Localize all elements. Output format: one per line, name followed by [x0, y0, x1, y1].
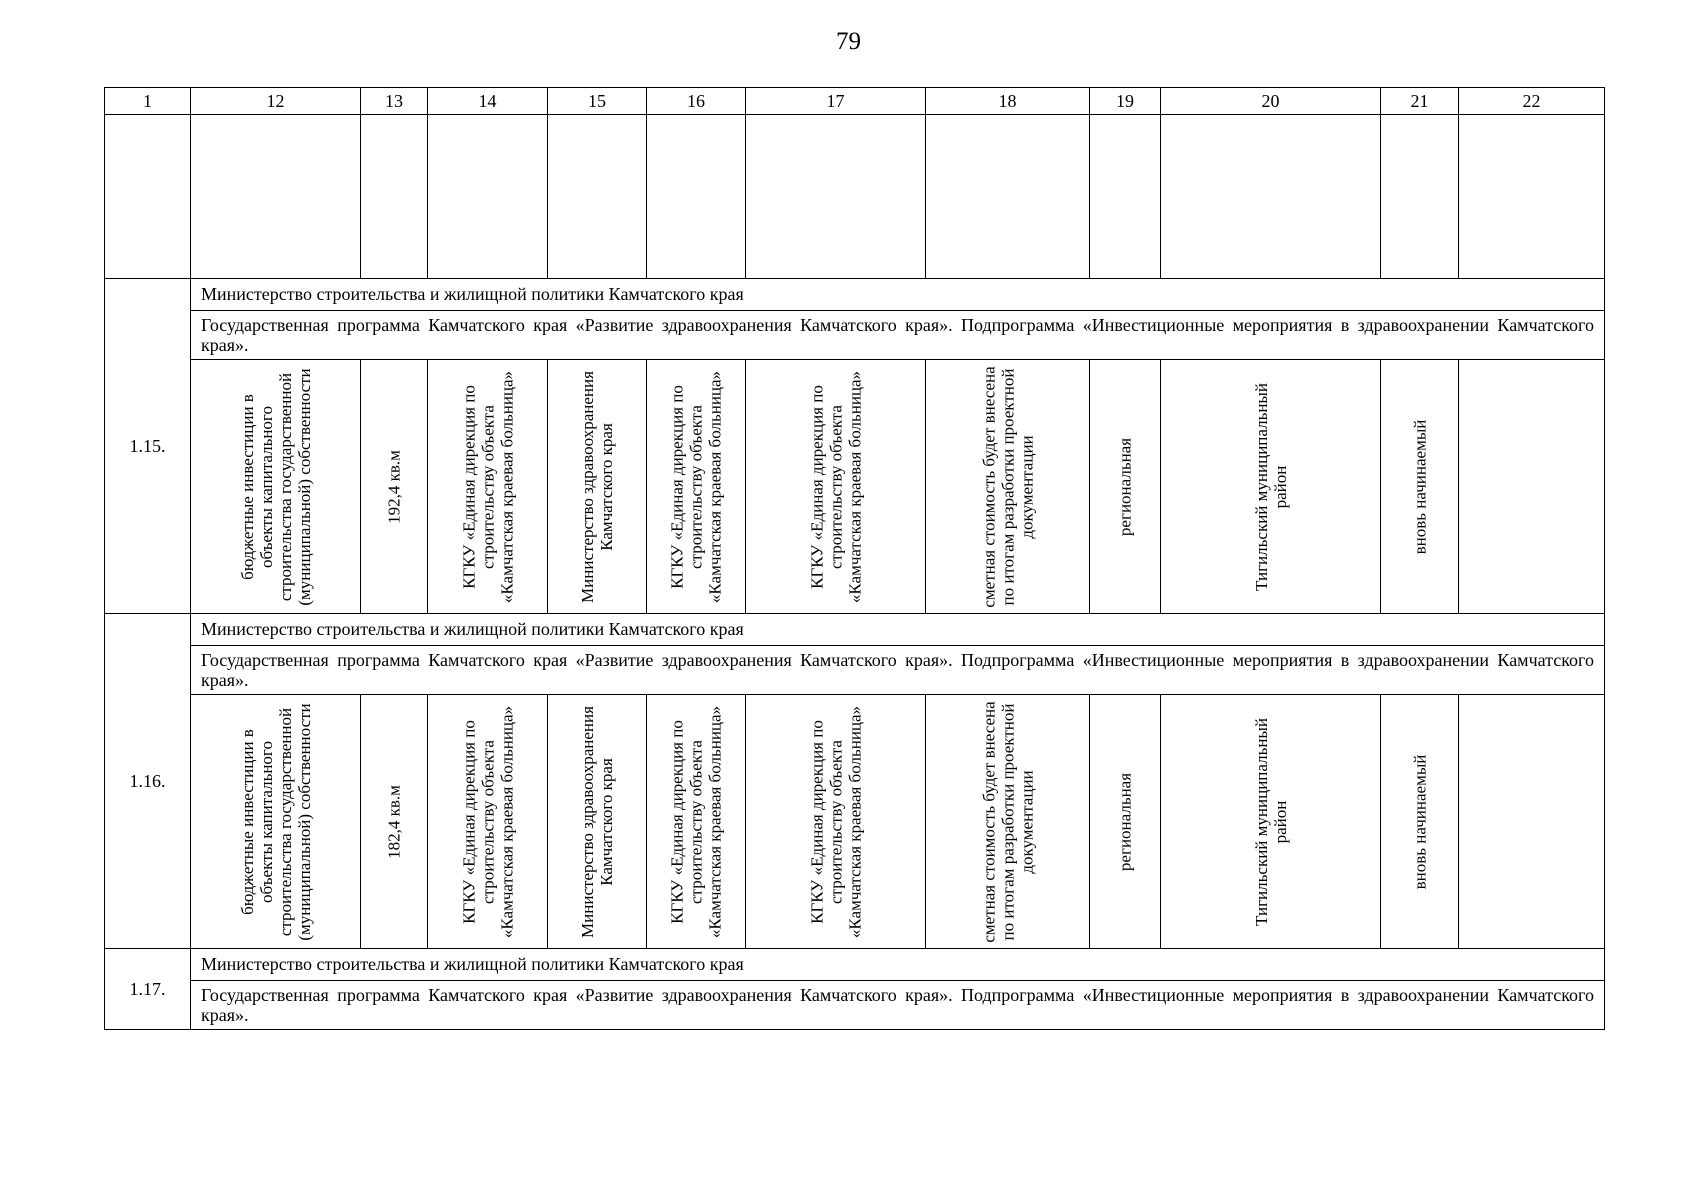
ownership: региональная — [1115, 437, 1135, 536]
table-row — [105, 695, 1605, 949]
empty-cell — [361, 115, 428, 279]
empty-cell — [548, 115, 647, 279]
developer: КГКУ «Единая дирекция по строительству объекта «Камчатская краевая больница» — [667, 705, 725, 938]
location: Тигильский муниципальный район — [1251, 382, 1290, 591]
row-number: 1.16. — [105, 614, 191, 949]
empty-cell — [428, 115, 548, 279]
recipient: Министерство здравоохранения Камчатского края — [578, 370, 616, 603]
table-row — [105, 360, 1605, 614]
empty-cell — [647, 115, 746, 279]
ownership: региональная — [1115, 772, 1135, 871]
empty-cell — [1161, 115, 1381, 279]
capacity: 192,4 кв.м — [384, 449, 404, 524]
customer: КГКУ «Единая дирекция по строительству объекта «Камчатская краевая больница» — [459, 705, 516, 938]
capacity: 182,4 кв.м — [384, 784, 404, 859]
location: Тигильский муниципальный район — [1251, 717, 1290, 926]
column-header: 19 — [1090, 88, 1161, 115]
empty-cell — [926, 115, 1090, 279]
empty-cell — [1459, 115, 1605, 279]
contractor: КГКУ «Единая дирекция по строительству объекта «Камчатская краевая больница» — [807, 370, 864, 603]
column-header: 20 — [1161, 88, 1381, 115]
column-header: 1 — [105, 88, 191, 115]
empty-cell — [1090, 115, 1161, 279]
empty-cell — [746, 115, 926, 279]
program-cell: Государственная программа Камчатского края «Развитие здравоохранения Камчатского края». Подпрограмма «Инвестиционные мероприятия в здравоохранении Камчатского края». — [191, 981, 1605, 1030]
contractor: КГКУ «Единая дирекция по строительству объекта «Камчатская краевая больница» — [807, 705, 864, 938]
table-row — [105, 949, 1605, 981]
page-number: 79 — [836, 28, 861, 55]
investment-type: бюджетные инвестиции в объекты капитального строительства государственной (муниципальной) собственности — [237, 367, 314, 606]
empty-cell — [105, 115, 191, 279]
row-number: 1.17. — [105, 949, 191, 1030]
status: вновь начинаемый — [1410, 419, 1429, 554]
projects-table — [104, 87, 1605, 1030]
status: вновь начинаемый — [1410, 754, 1429, 889]
developer: КГКУ «Единая дирекция по строительству объекта «Камчатская краевая больница» — [667, 370, 725, 603]
column-header: 17 — [746, 88, 926, 115]
estimated-cost: сметная стоимость будет внесена по итогам разработки проектной документации — [979, 365, 1036, 608]
ministry-cell: Министерство строительства и жилищной политики Камчатского края — [191, 614, 1605, 646]
program-cell: Государственная программа Камчатского края «Развитие здравоохранения Камчатского края». Подпрограмма «Инвестиционные мероприятия в здравоохранении Камчатского края». — [191, 311, 1605, 360]
column-header: 21 — [1381, 88, 1459, 115]
table-row — [105, 981, 1605, 1030]
table-row — [105, 614, 1605, 646]
table-row — [105, 279, 1605, 311]
customer: КГКУ «Единая дирекция по строительству объекта «Камчатская краевая больница» — [459, 370, 516, 603]
investment-type: бюджетные инвестиции в объекты капитального строительства государственной (муниципальной) собственности — [237, 702, 314, 941]
ministry-cell: Министерство строительства и жилищной политики Камчатского края — [191, 949, 1605, 981]
column-header: 16 — [647, 88, 746, 115]
header-row — [105, 88, 1605, 115]
column-header: 18 — [926, 88, 1090, 115]
continuation-row — [105, 115, 1605, 279]
column-header: 12 — [191, 88, 361, 115]
table-row — [105, 646, 1605, 695]
column-header: 15 — [548, 88, 647, 115]
column-header: 22 — [1459, 88, 1605, 115]
row-number: 1.15. — [105, 279, 191, 614]
recipient: Министерство здравоохранения Камчатского края — [578, 705, 616, 938]
program-cell: Государственная программа Камчатского края «Развитие здравоохранения Камчатского края». Подпрограмма «Инвестиционные мероприятия в здравоохранении Камчатского края». — [191, 646, 1605, 695]
table-row — [105, 311, 1605, 360]
column-header: 13 — [361, 88, 428, 115]
estimated-cost: сметная стоимость будет внесена по итогам разработки проектной документации — [979, 700, 1036, 943]
empty-cell — [191, 115, 361, 279]
empty-cell — [1381, 115, 1459, 279]
column-header: 14 — [428, 88, 548, 115]
ministry-cell: Министерство строительства и жилищной политики Камчатского края — [191, 279, 1605, 311]
